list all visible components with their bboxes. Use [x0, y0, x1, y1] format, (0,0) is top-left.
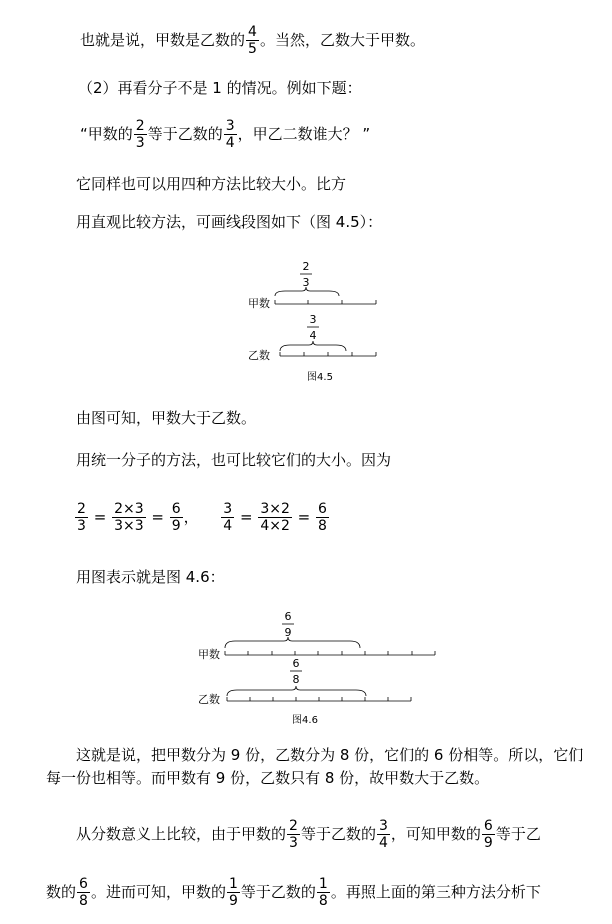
fig45-jia-denominator: 3	[302, 276, 310, 289]
paragraph-8: 用图表示就是图 4.6：	[76, 568, 225, 586]
fraction: $\frac{1}{9}$	[228, 876, 238, 909]
fraction: $\frac{3}{4}$	[223, 501, 233, 534]
fig45-caption: 图4.5	[307, 372, 333, 383]
fig45-jia-label: 甲数	[248, 297, 270, 310]
figure-4-5	[240, 256, 400, 388]
fig46-jia-segment	[225, 651, 435, 655]
paragraph-4: 它同样也可以用四种方法比较大小。比方	[76, 175, 347, 193]
paragraph-5: 用直观比较方法，可画线段图如下（图 4.5）：	[76, 213, 383, 231]
fig46-jia-denominator: 9	[284, 626, 292, 639]
fraction: $\frac{3}{4}$	[225, 118, 235, 151]
fig46-caption: 图4.6	[292, 715, 318, 726]
fig46-yi-segment	[227, 697, 411, 701]
fraction: $\frac{3\times 2}{4\times 2}$	[260, 501, 290, 534]
fraction: $\frac{3}{4}$	[378, 818, 388, 851]
fig46-yi-numerator: 6	[292, 657, 300, 670]
fraction: $\frac{4}{5}$	[248, 24, 257, 57]
paragraph-3: “甲数的 $\frac{2}{3}$ 等于乙数的 $\frac{3}{4}$ ，甲乙二数谁大？ ”	[80, 118, 371, 151]
paragraph-10: 从分数意义上比较，由于甲数的 $\frac{2}{3}$ 等于乙数的 $\frac{3}{4}$ ，可知甲数的 $\frac{6}{9}$ 等于乙	[76, 818, 541, 851]
equation-line: $\frac{2}{3}$ = $\frac{2\times 3}{3\times 3}$ = $\frac{6}{9}$ ， $\frac{3}{4}$ = $\frac{3\times 2}{4\times 2}$ = $\frac{6}{8}$	[77, 501, 327, 534]
fig46-yi-brace	[227, 686, 366, 696]
fraction: $\frac{1}{8}$	[318, 876, 328, 909]
fig45-yi-label: 乙数	[248, 349, 270, 362]
fig46-jia-brace	[225, 637, 360, 648]
fig45-yi-brace	[280, 341, 346, 351]
fig45-yi-segment	[280, 352, 376, 356]
fraction: $\frac{6}{9}$	[483, 818, 493, 851]
fraction: $\frac{6}{8}$	[318, 501, 327, 534]
paragraph-9-line-1: 这就是说，把甲数分为 9 份，乙数分为 8 份，它们的 6 份相等。所以，它们	[76, 746, 584, 764]
fig46-jia-numerator: 6	[284, 610, 292, 623]
figure-4-6	[190, 608, 450, 730]
fig45-yi-numerator: 3	[309, 313, 317, 326]
paragraph-7: 用统一分子的方法，也可比较它们的大小。因为	[76, 451, 392, 469]
fig46-jia-label: 甲数	[198, 648, 220, 661]
fig45-jia-numerator: 2	[302, 260, 310, 273]
fraction: $\frac{2\times 3}{3\times 3}$	[114, 501, 144, 534]
fraction: $\frac{6}{9}$	[171, 501, 181, 534]
fraction: $\frac{6}{8}$	[79, 876, 88, 909]
fig45-yi-denominator: 4	[309, 329, 317, 342]
paragraph-2: （2）再看分子不是 1 的情况。例如下题：	[78, 79, 362, 97]
paragraph-6: 由图可知，甲数大于乙数。	[76, 409, 257, 427]
fraction: $\frac{2}{3}$	[77, 501, 86, 534]
fig46-yi-denominator: 8	[292, 673, 300, 686]
fraction: $\frac{2}{3}$	[135, 118, 145, 151]
fraction: $\frac{2}{3}$	[289, 818, 298, 851]
paragraph-1: 也就是说，甲数是乙数的 $\frac{4}{5}$ 。当然，乙数大于甲数。	[80, 24, 425, 57]
paragraph-11: 数的 $\frac{6}{8}$ 。进而可知，甲数的 $\frac{1}{9}$ 等于乙数的 $\frac{1}{8}$ 。再照上面的第三种方法分析下	[46, 876, 541, 909]
fig45-jia-segment	[275, 300, 376, 304]
paragraph-9-line-2: 每一份也相等。而甲数有 9 份，乙数只有 8 份，故甲数大于乙数。	[46, 769, 490, 787]
fig46-yi-label: 乙数	[198, 693, 220, 706]
